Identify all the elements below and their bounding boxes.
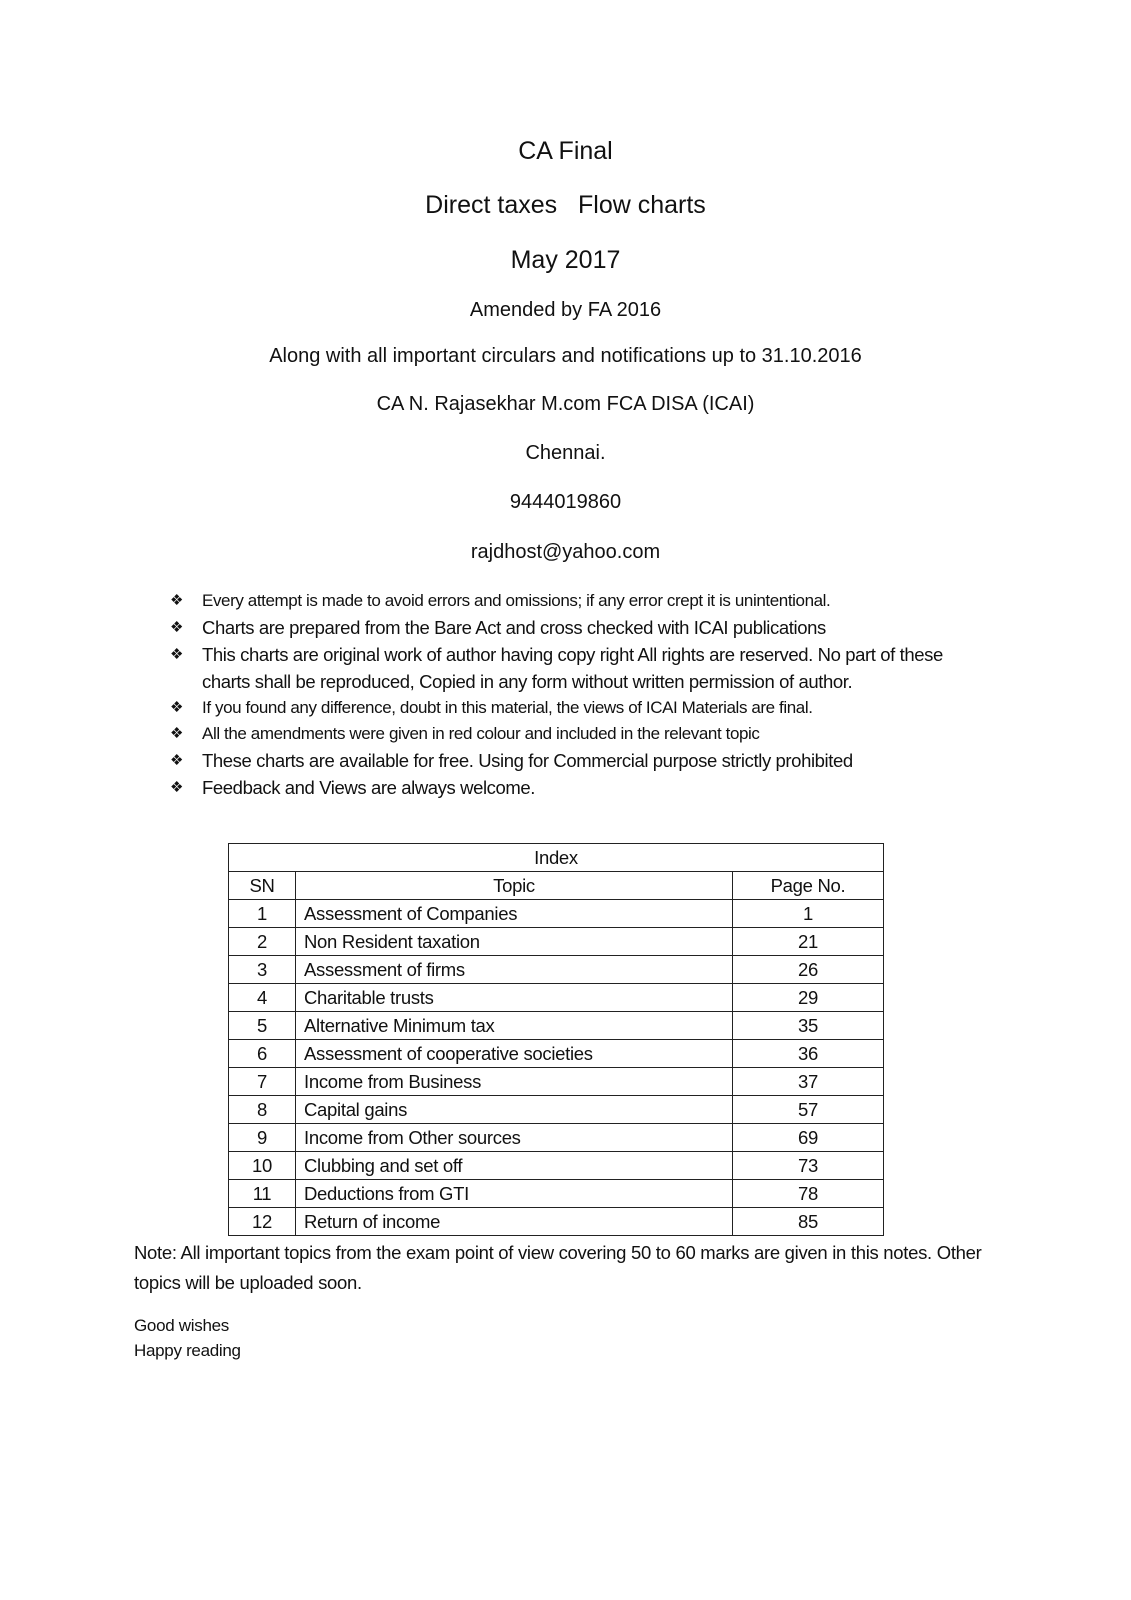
topic-cell: Charitable trusts (296, 984, 733, 1012)
list-item (170, 614, 990, 641)
topic-cell: Non Resident taxation (296, 928, 733, 956)
table-row (229, 900, 884, 928)
table-row (229, 956, 884, 984)
topic-cell: Clubbing and set off (296, 1152, 733, 1180)
diamond-bullet-icon: ❖ (170, 752, 184, 769)
topic-cell: Income from Other sources (296, 1124, 733, 1152)
table-row (229, 1040, 884, 1068)
page-cell: 73 (733, 1152, 884, 1180)
index-title: Index (229, 844, 884, 872)
page-cell: 29 (733, 984, 884, 1012)
page-cell: 26 (733, 956, 884, 984)
table-row (229, 1124, 884, 1152)
topic-cell: Assessment of cooperative societies (296, 1040, 733, 1068)
diamond-bullet-icon: ❖ (170, 779, 184, 796)
list-item (170, 695, 990, 721)
table-row (229, 1180, 884, 1208)
page-cell: 21 (733, 928, 884, 956)
page-cell: 85 (733, 1208, 884, 1236)
table-row (229, 1152, 884, 1180)
phone: 9444019860 (509, 491, 622, 513)
sn-cell: 9 (229, 1124, 296, 1152)
list-item (170, 721, 990, 747)
diamond-bullet-icon: ❖ (170, 699, 184, 716)
sn-cell: 12 (229, 1208, 296, 1236)
table-row (229, 928, 884, 956)
circulars-note: Along with all important circulars and notifications up to 31.10.2016 (269, 345, 862, 367)
sn-cell: 5 (229, 1012, 296, 1040)
list-item (170, 747, 990, 774)
header-page: Page No. (733, 872, 884, 900)
topic-cell: Capital gains (296, 1096, 733, 1124)
page-cell: 36 (733, 1040, 884, 1068)
page-cell: 69 (733, 1124, 884, 1152)
amended-note: Amended by FA 2016 (469, 299, 662, 321)
subtitle-part-1: Direct taxes (425, 191, 558, 219)
bullet-text: If you found any difference, doubt in this material, the views of ICAI Materials are final. (202, 698, 813, 717)
diamond-bullet-icon: ❖ (170, 725, 184, 742)
page-cell: 57 (733, 1096, 884, 1124)
table-row (229, 1012, 884, 1040)
email: rajdhost@yahoo.com (470, 541, 661, 563)
sn-cell: 4 (229, 984, 296, 1012)
page-cell: 78 (733, 1180, 884, 1208)
sn-cell: 1 (229, 900, 296, 928)
sn-cell: 6 (229, 1040, 296, 1068)
table-row (229, 1068, 884, 1096)
topic-cell: Deductions from GTI (296, 1180, 733, 1208)
table-row (229, 984, 884, 1012)
page-cell: 37 (733, 1068, 884, 1096)
closing-line: Happy reading (134, 1341, 241, 1360)
bullet-text: Charts are prepared from the Bare Act and cross checked with ICAI publications (202, 617, 826, 638)
list-item (170, 641, 990, 695)
bullet-text: All the amendments were given in red colour and included in the relevant topic (202, 724, 760, 743)
doc-subtitle (0, 191, 1131, 220)
bullet-text: Feedback and Views are always welcome. (202, 777, 536, 798)
edition: May 2017 (510, 246, 621, 274)
author: CA N. Rajasekhar M.com FCA DISA (ICAI) (376, 393, 755, 415)
page-cell: 35 (733, 1012, 884, 1040)
header-sn: SN (229, 872, 296, 900)
sn-cell: 11 (229, 1180, 296, 1208)
sn-cell: 8 (229, 1096, 296, 1124)
table-row (229, 1096, 884, 1124)
page-cell: 1 (733, 900, 884, 928)
list-item (170, 588, 990, 614)
bullet-text: Every attempt is made to avoid errors and omissions; if any error crept it is unintentional. (202, 591, 831, 610)
header-topic: Topic (296, 872, 733, 900)
disclaimer-list (170, 588, 990, 801)
bullet-text: This charts are original work of author having copy right All rights are reserved. No part of these charts shall be reproduced, Copied in any form without written permission of author. (202, 644, 943, 692)
closing (134, 1313, 241, 1363)
table-row (229, 1208, 884, 1236)
sn-cell: 7 (229, 1068, 296, 1096)
sn-cell: 2 (229, 928, 296, 956)
index-table (228, 843, 884, 1236)
diamond-bullet-icon: ❖ (170, 646, 184, 663)
list-item (170, 774, 990, 801)
closing-line: Good wishes (134, 1316, 229, 1335)
topic-cell: Assessment of firms (296, 956, 733, 984)
city: Chennai. (525, 442, 606, 464)
topic-cell: Alternative Minimum tax (296, 1012, 733, 1040)
bullet-text: These charts are available for free. Using for Commercial purpose strictly prohibited (202, 750, 853, 771)
subtitle-part-2: Flow charts (578, 191, 706, 219)
topic-cell: Assessment of Companies (296, 900, 733, 928)
sn-cell: 10 (229, 1152, 296, 1180)
diamond-bullet-icon: ❖ (170, 592, 184, 609)
doc-title: CA Final (518, 137, 613, 165)
sn-cell: 3 (229, 956, 296, 984)
diamond-bullet-icon: ❖ (170, 619, 184, 636)
note: Note: All important topics from the exam point of view covering 50 to 60 marks are given in this notes. Other topics will be uploaded soon. (134, 1242, 982, 1293)
topic-cell: Income from Business (296, 1068, 733, 1096)
topic-cell: Return of income (296, 1208, 733, 1236)
